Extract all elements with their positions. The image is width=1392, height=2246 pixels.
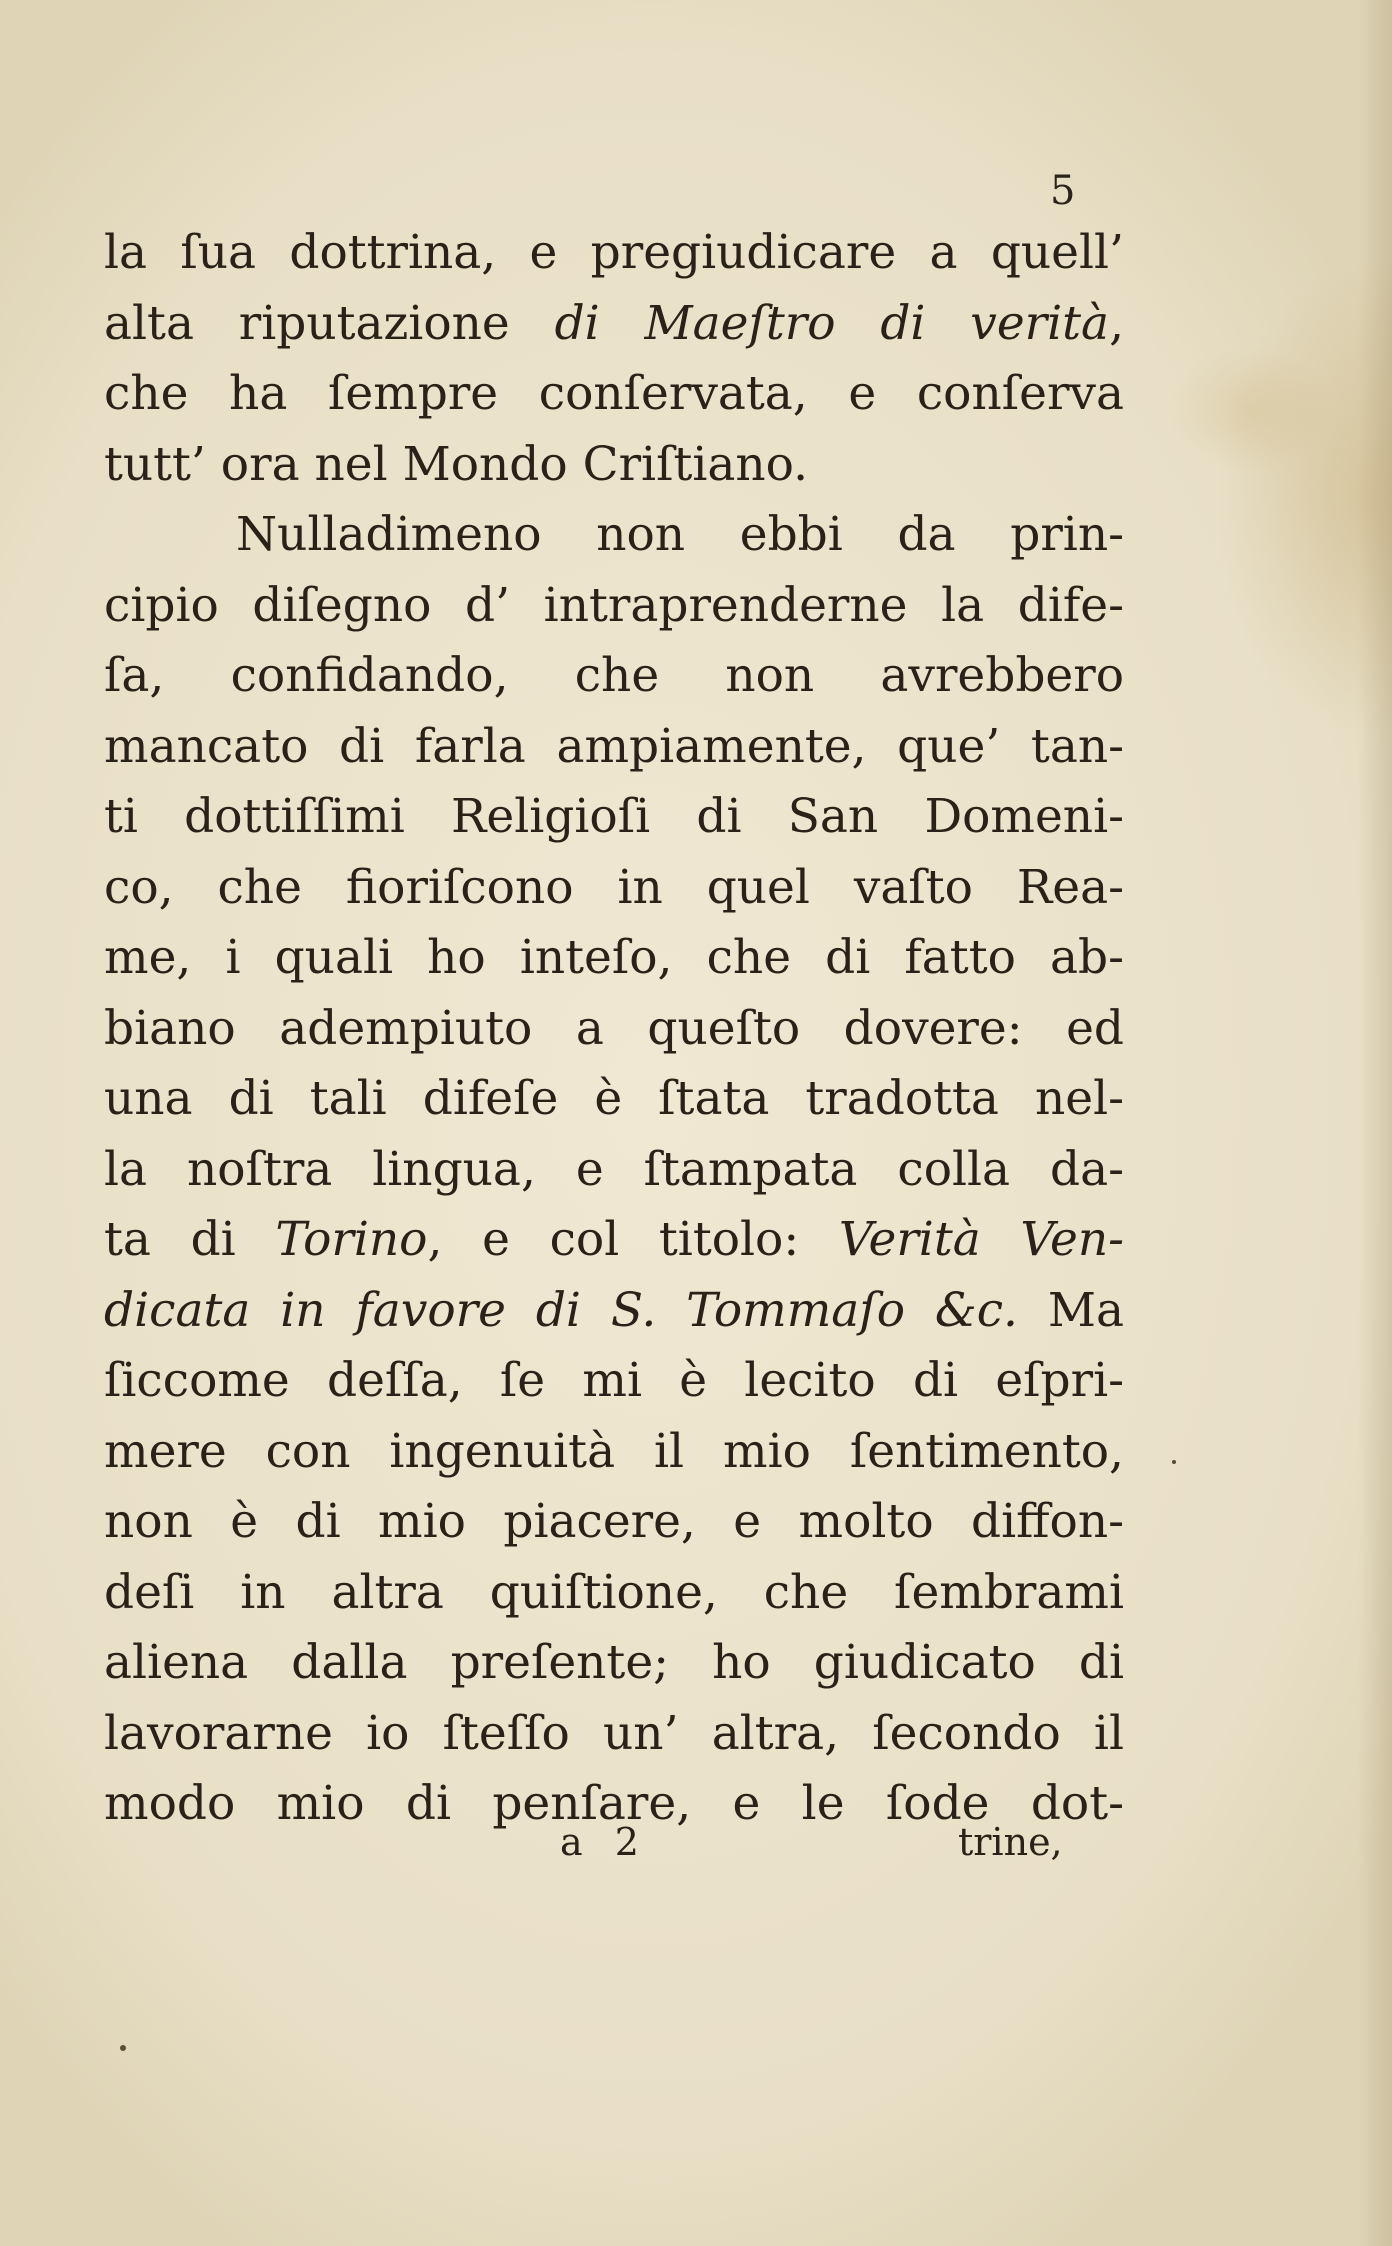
text-run: mere con ingenuità il mio ſentimento,	[104, 1423, 1124, 1479]
text-run: ta di	[104, 1212, 276, 1267]
text-run: Ma	[1017, 1282, 1124, 1338]
text-run: aliena dalla preſente; ho giudicato di	[104, 1635, 1124, 1690]
page-edge-shadow	[1358, 0, 1392, 2246]
text-line	[104, 853, 1124, 924]
text-line	[104, 1276, 1124, 1347]
text-run: la noſtra lingua, e ſtampata colla da-	[104, 1141, 1124, 1197]
text-run: , e col titolo:	[427, 1212, 839, 1267]
text-line	[104, 994, 1124, 1065]
text-run: ,	[1109, 295, 1125, 351]
text-line	[104, 289, 1124, 360]
text-run: me, i quali ho inteſo, che di fatto ab-	[104, 930, 1124, 985]
text-line	[104, 218, 1124, 289]
text-line	[104, 430, 1124, 501]
text-line	[104, 359, 1124, 430]
text-line	[104, 1205, 1124, 1276]
text-line	[104, 1346, 1124, 1417]
text-run: ti dottiſſimi Religioſi di San Domeni-	[104, 789, 1124, 844]
body-text	[104, 218, 1124, 1840]
text-line	[104, 500, 1124, 571]
text-line	[104, 641, 1124, 712]
text-line	[104, 1558, 1124, 1629]
page-number: 5	[1050, 168, 1076, 214]
text-run: che ha ſempre conſervata, e conſerva	[104, 366, 1124, 421]
text-line	[104, 1487, 1124, 1558]
text-line	[104, 1064, 1124, 1135]
catchword: trine,	[958, 1820, 1063, 1864]
text-line	[104, 712, 1124, 783]
text-run: Nulladimeno non ebbi da prin-	[236, 507, 1124, 562]
text-run: mancato di farla ampiamente, que’ tan-	[104, 718, 1124, 774]
text-run: ſa, confidando, che non avrebbero	[104, 648, 1124, 703]
text-line	[104, 571, 1124, 642]
text-run: biano adempiuto a queſto dovere: ed	[104, 1000, 1124, 1056]
text-run: cipio diſegno d’ intraprenderne la dife-	[104, 577, 1124, 633]
ink-speck	[120, 2045, 126, 2051]
ink-speck	[1172, 1460, 1176, 1464]
text-line	[104, 1628, 1124, 1699]
text-line	[104, 923, 1124, 994]
italic-text-run: dicata in favore di S. Tommaſo &c.	[104, 1282, 1018, 1338]
text-run: ſiccome deſſa, ſe mi è lecito di eſpri-	[104, 1353, 1124, 1408]
text-run: lavorarne io ſteſſo un’ altra, ſecondo il	[104, 1705, 1124, 1761]
text-run: tutt’ ora nel Mondo Criſtiano.	[104, 436, 809, 492]
italic-text-run: di Maeſtro di verità	[554, 295, 1110, 351]
italic-text-run: Torino	[275, 1212, 428, 1267]
text-line	[104, 1135, 1124, 1206]
text-run: non è di mio piacere, e molto diffon-	[104, 1494, 1124, 1549]
text-run: deſi in altra quiſtione, che ſembrami	[104, 1564, 1124, 1620]
text-run: modo mio di penſare, e le ſode dot-	[104, 1776, 1124, 1831]
text-line	[104, 1699, 1124, 1770]
signature-mark: a 2	[560, 1820, 649, 1864]
text-line	[104, 1417, 1124, 1488]
text-run: una di tali difeſe è ſtata tradotta nel-	[104, 1071, 1124, 1126]
text-line	[104, 782, 1124, 853]
text-run: co, che fioriſcono in quel vaſto Rea-	[104, 859, 1124, 915]
text-run: alta riputazione	[104, 295, 555, 351]
italic-text-run: Verità Ven-	[838, 1212, 1125, 1267]
text-run: la ſua dottrina, e pregiudicare a quell’	[104, 225, 1124, 280]
